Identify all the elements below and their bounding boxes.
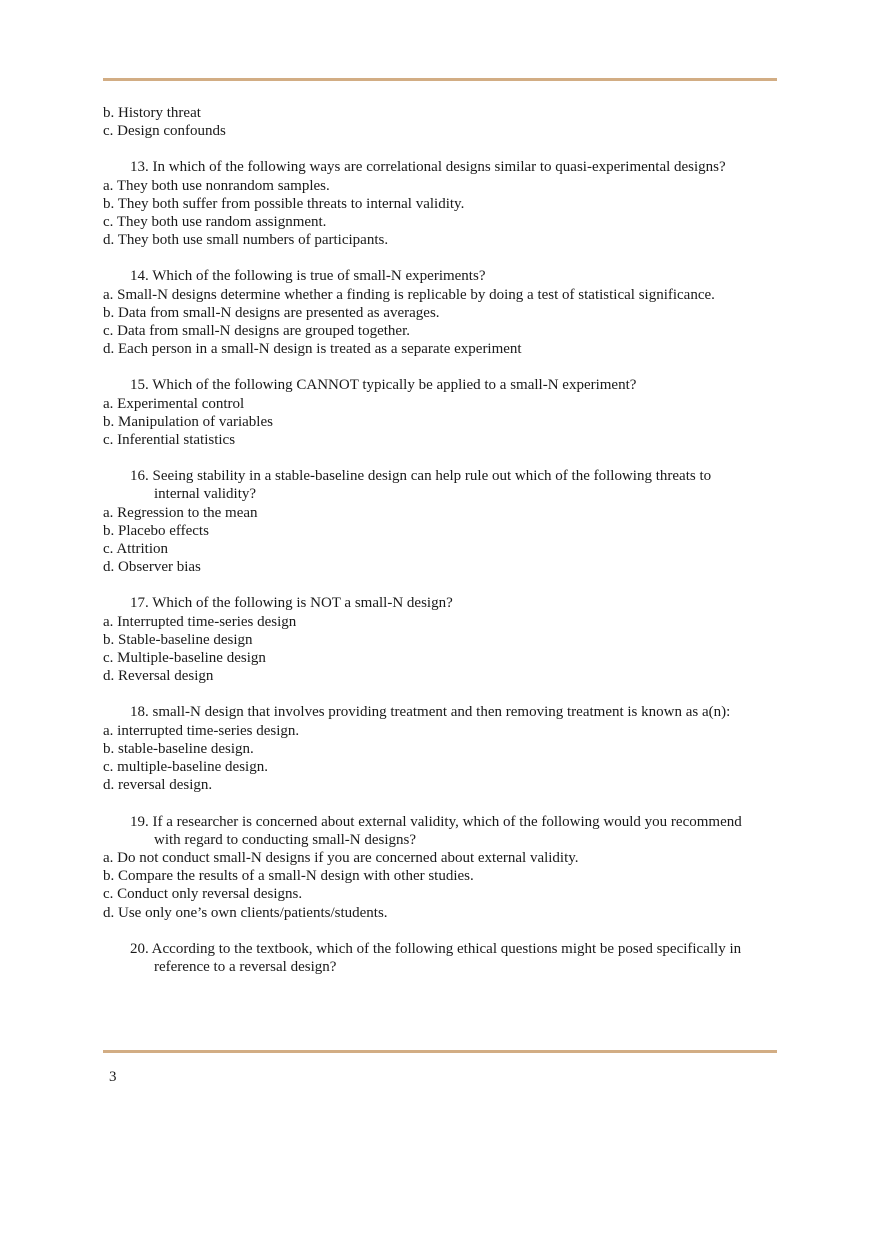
- option: b. Stable-baseline design: [103, 631, 253, 648]
- question-13: 13. In which of the following ways are correlational designs similar to quasi-experimental designs?: [130, 159, 726, 176]
- question-16: 16. Seeing stability in a stable-baseline design can help rule out which of the following threats to internal validity?: [130, 468, 712, 503]
- option: d. Observer bias: [103, 559, 201, 576]
- page-number: 3: [109, 1069, 117, 1085]
- option: a. Interrupted time-series design: [103, 613, 297, 630]
- footer-rule: [103, 1050, 777, 1053]
- header-rule: [103, 78, 777, 81]
- question-18: 18. small-N design that involves providing treatment and then removing treatment is known as a(n):: [130, 704, 731, 721]
- option: c. Inferential statistics: [103, 432, 236, 449]
- question-14: 14. Which of the following is true of small-N experiments?: [130, 268, 486, 285]
- option: d. Each person in a small-N design is treated as a separate experiment: [103, 341, 522, 358]
- option: c. Data from small-N designs are grouped together.: [103, 323, 410, 340]
- option: c. Multiple-baseline design: [103, 650, 266, 667]
- option: c. Design confounds: [103, 123, 226, 140]
- option: b. stable-baseline design.: [103, 740, 254, 757]
- option: a. Small-N designs determine whether a finding is replicable by doing a test of statistical significance.: [103, 286, 715, 303]
- option: b. Placebo effects: [103, 522, 209, 539]
- question-17: 17. Which of the following is NOT a small-N design?: [130, 595, 453, 612]
- option: b. Manipulation of variables: [103, 413, 273, 430]
- option: d. reversal design.: [103, 777, 213, 794]
- option: a. interrupted time-series design.: [103, 722, 300, 739]
- option: a. Do not conduct small-N designs if you are concerned about external validity.: [103, 849, 579, 866]
- option: a. They both use nonrandom samples.: [103, 177, 330, 194]
- option: d. Use only one’s own clients/patients/students.: [103, 904, 388, 921]
- option: b. They both suffer from possible threats to internal validity.: [103, 195, 465, 212]
- question-20: 20. According to the textbook, which of the following ethical questions might be posed specifically in reference to a reversal design?: [130, 940, 742, 975]
- option: c. They both use random assignment.: [103, 214, 327, 231]
- option: c. Attrition: [103, 541, 168, 558]
- question-15: 15. Which of the following CANNOT typically be applied to a small-N experiment?: [130, 377, 637, 394]
- option: b. Compare the results of a small-N design with other studies.: [103, 868, 474, 885]
- page-content: [103, 104, 743, 976]
- option: d. Reversal design: [103, 668, 214, 685]
- option: b. History threat: [103, 105, 201, 121]
- option: a. Experimental control: [103, 395, 245, 412]
- option: c. multiple-baseline design.: [103, 759, 268, 776]
- option: b. Data from small-N designs are presented as averages.: [103, 304, 440, 321]
- question-19: 19. If a researcher is concerned about external validity, which of the following would you recommend with regard to conducting small-N designs?: [130, 813, 742, 848]
- option: d. They both use small numbers of participants.: [103, 232, 389, 249]
- option: c. Conduct only reversal designs.: [103, 886, 303, 903]
- option: a. Regression to the mean: [103, 504, 258, 521]
